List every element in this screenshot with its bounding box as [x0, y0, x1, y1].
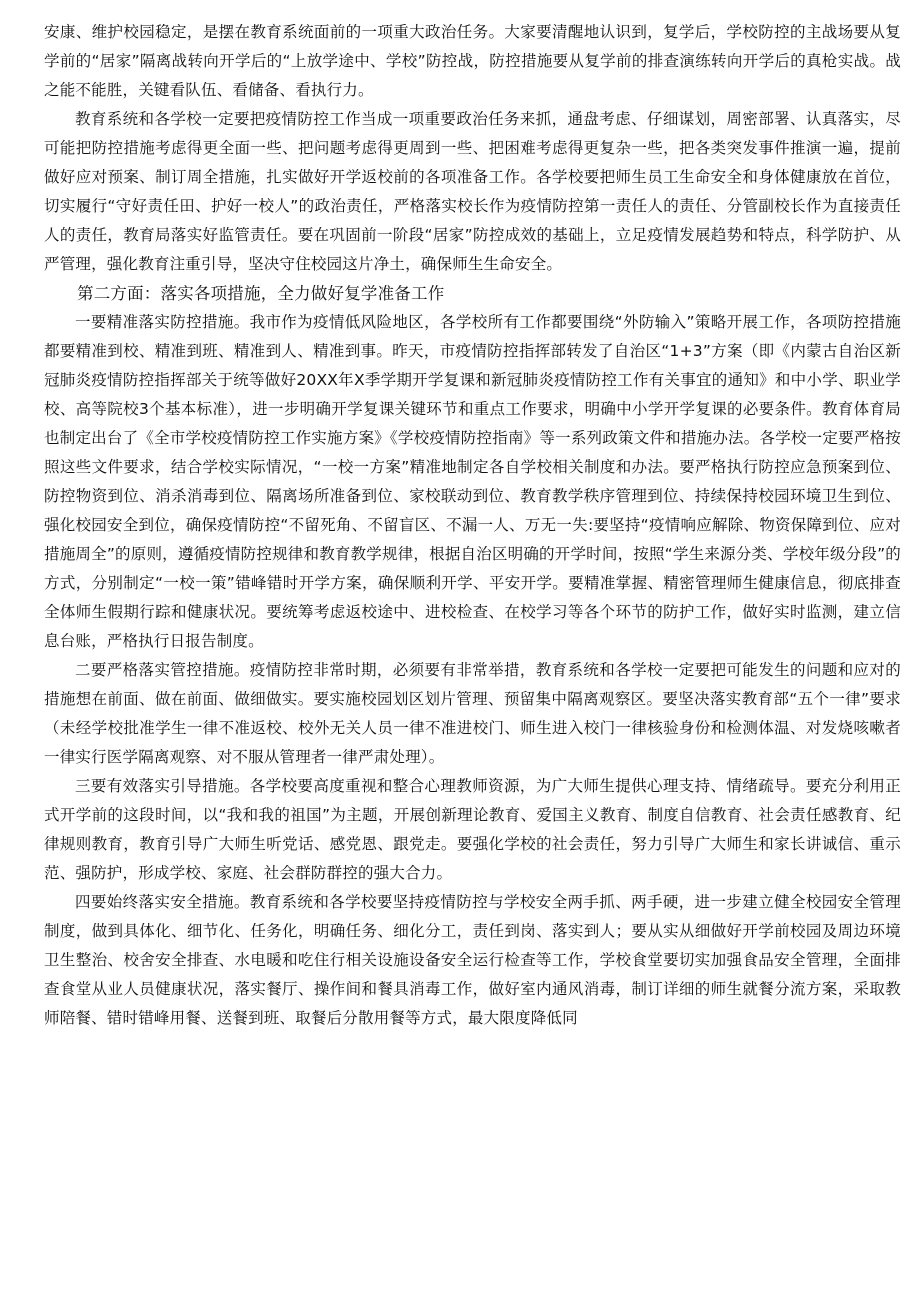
- paragraph-continuation: 安康、维护校园稳定，是摆在教育系统面前的一项重大政治任务。大家要清醒地认识到，复学后，学校防控的主战场要从复学前的“居家”隔离战转向开学后的“上放学途中、学校”防控战，防控措施要从复学前的排查演练转向开学后的真枪实战。战之能不能胜，关键看队伍、看储备、看执行力。: [44, 23, 901, 99]
- paragraph-safety-measures: 四要始终落实安全措施。教育系统和各学校要坚持疫情防控与学校安全两手抓、两手硬，进一步建立健全校园安全管理制度，做到具体化、细节化、任务化，明确任务、细化分工，责任到岗、落实到人；要从实从细做好开学前校园及周边环境卫生整治、校舍安全排查、水电暖和吃住行相关设施设备安全运行检查等工作，学校食堂要切实加强食品安全管理，全面排查食堂从业人员健康状况，落实餐厅、操作间和餐具消毒工作，做好室内通风消毒，制订详细的师生就餐分流方案，采取教师陪餐、错时错峰用餐、送餐到班、取餐后分散用餐等方式，最大限度降低同: [44, 893, 901, 1027]
- paragraph-prevention-measures: 一要精准落实防控措施。我市作为疫情低风险地区，各学校所有工作都要围绕“外防输入”策略开展工作，各项防控措施都要精准到校、精准到班、精准到人、精准到事。昨天，市疫情防控指挥部转发了自治区“1+3”方案（即《内蒙古自治区新冠肺炎疫情防控指挥部关于统等做好20XX年X季学期开学复课和新冠肺炎疫情防控工作有关事宜的通知》和中小学、职业学校、高等院校3个基本标准），进一步明确开学复课关键环节和重点工作要求，明确中小学开学复课的必要条件。教育体育局也制定出台了《全市学校疫情防控工作实施方案》《学校疫情防控指南》等一系列政策文件和措施办法。各学校一定要严格按照这些文件要求，结合学校实际情况，“一校一方案”精准地制定各自学校相关制度和办法。要严格执行防控应急预案到位、防控物资到位、消杀消毒到位、隔离场所准备到位、家校联动到位、教育教学秩序管理到位、持续保持校园环境卫生到位、强化校园安全到位，确保疫情防控“不留死角、不留盲区、不漏一人、万无一失:要坚持“疫情响应解除、物资保障到位、应对措施周全”的原则，遵循疫情防控规律和教育教学规律，根据自治区明确的开学时间，按照“学生来源分类、学校年级分段”的方式，分别制定“一校一策”错峰错时开学方案，确保顺利开学、平安开学。要精准掌握、精密管理师生健康信息，彻底排查全体师生假期行踪和健康状况。要统筹考虑返校途中、进校检查、在校学习等各个环节的防护工作，做好实时监测，建立信息台账，严格执行日报告制度。: [44, 313, 901, 650]
- paragraph-guidance-measures: 三要有效落实引导措施。各学校要高度重视和整合心理教师资源，为广大师生提供心理支持、情绪疏导。要充分利用正式开学前的这段时间，以“我和我的祖国”为主题，开展创新理论教育、爱国主义教育、制度自信教育、社会责任感教育、纪律规则教育，教育引导广大师生听党话、感党恩、跟党走。要强化学校的社会责任，努力引导广大师生和家长讲诚信、重示范、强防护，形成学校、家庭、社会群防群控的强大合力。: [44, 777, 901, 882]
- document-page: [44, 18, 901, 1033]
- section-heading: 第二方面：落实各项措施，全力做好复学准备工作: [77, 284, 445, 303]
- paragraph-control-measures: 二要严格落实管控措施。疫情防控非常时期，必须要有非常举措，教育系统和各学校一定要把可能发生的问题和应对的措施想在前面、做在前面、做细做实。要实施校园划区划片管理、预留集中隔离观察区。要坚决落实教育部“五个一律”要求（未经学校批准学生一律不准返校、校外无关人员一律不准进校门、师生进入校门一律核验身份和检测体温、对发烧咳嗽者一律实行医学隔离观察、对不服从管理者一律严肃处理）。: [44, 661, 901, 766]
- paragraph-political-task: 教育系统和各学校一定要把疫情防控工作当成一项重要政治任务来抓，通盘考虑、仔细谋划，周密部署、认真落实，尽可能把防控措施考虑得更全面一些、把问题考虑得更周到一些、把困难考虑得更复杂一些，把各类突发事件推演一遍，提前做好应对预案、制订周全措施，扎实做好开学返校前的各项准备工作。各学校要把师生员工生命安全和身体健康放在首位，切实履行“守好责任田、护好一校人”的政治责任，严格落实校长作为疫情防控第一责任人的责任、分管副校长作为直接责任人的责任，教育局落实好监管责任。要在巩固前一阶段“居家”防控成效的基础上，立足疫情发展趋势和特点，科学防护、从严管理，强化教育注重引导，坚决守住校园这片净土，确保师生生命安全。: [44, 110, 901, 273]
